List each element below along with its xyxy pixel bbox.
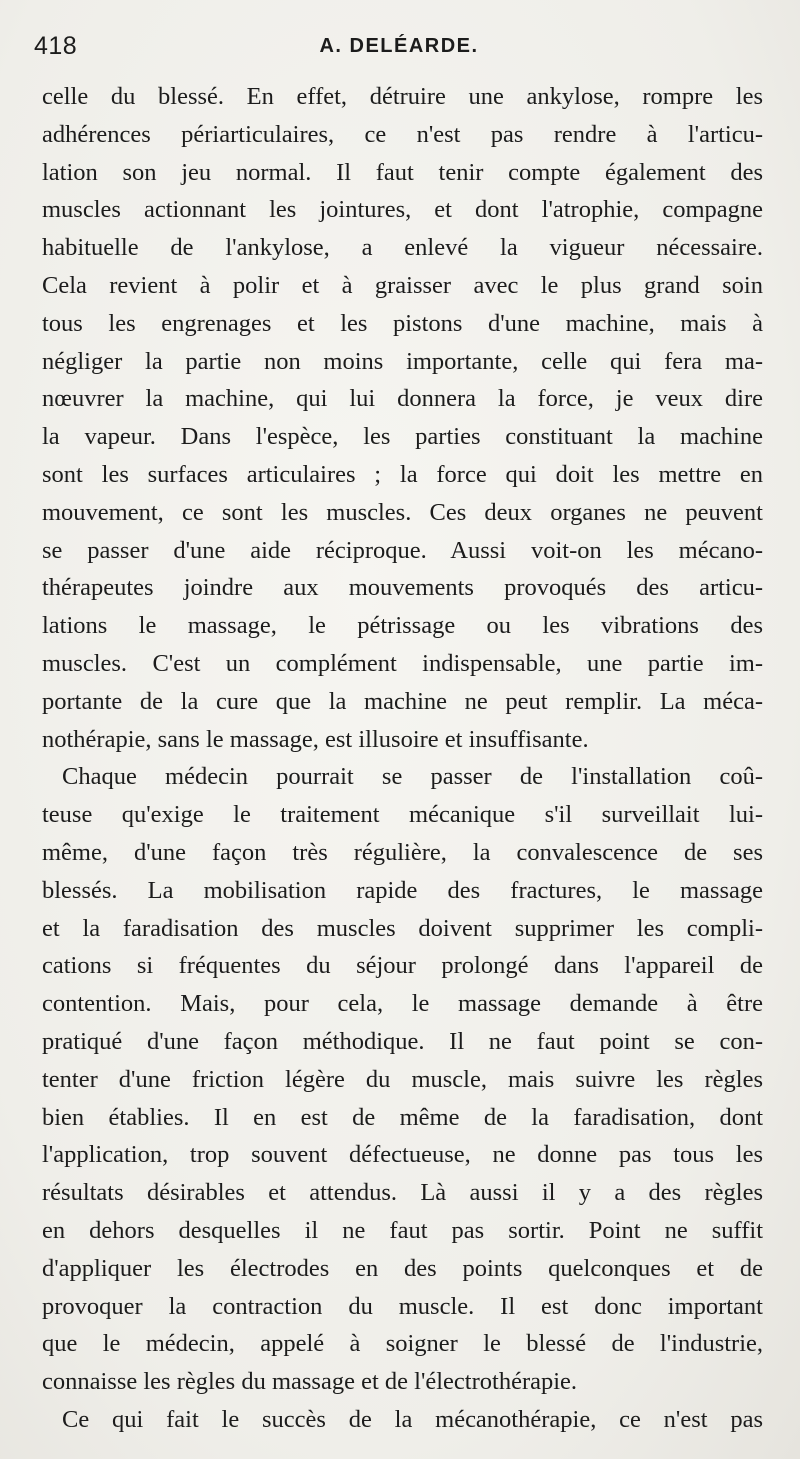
text-line: d'appliquer les électrodes en des points quelconques et de bbox=[42, 1254, 763, 1282]
text-line: lations le massage, le pétrissage ou les vibrations des bbox=[42, 612, 763, 640]
text-line: tenter d'une friction légère du muscle, mais suivre les règles bbox=[42, 1065, 763, 1093]
text-line: blessés. La mobilisation rapide des fractures, le massage bbox=[42, 876, 763, 904]
text-line: même, d'une façon très régulière, la convalescence de ses bbox=[42, 838, 763, 866]
text-line: pratiqué d'une façon méthodique. Il ne faut point se con- bbox=[42, 1027, 763, 1055]
text-line: bien établies. Il en est de même de la faradisation, dont bbox=[42, 1103, 763, 1131]
text-line: celle du blessé. En effet, détruire une ankylose, rompre les bbox=[42, 83, 763, 110]
text-line: et la faradisation des muscles doivent supprimer les compli- bbox=[42, 914, 763, 942]
text-line: connaisse les règles du massage et de l'électrothérapie. bbox=[42, 1368, 578, 1396]
page-number: 418 bbox=[34, 32, 78, 60]
text-line: en dehors desquelles il ne faut pas sortir. Point ne suffit bbox=[42, 1216, 763, 1244]
text-line: sont les surfaces articulaires ; la force qui doit les mettre en bbox=[42, 460, 763, 488]
paragraph-start-line: Ce qui fait le succès de la mécanothérapie, ce n'est pas bbox=[62, 1405, 763, 1433]
text-line: muscles actionnant les jointures, et dont l'atrophie, compagne bbox=[42, 196, 763, 224]
page-header bbox=[34, 32, 764, 68]
text-line: habituelle de l'ankylose, a enlevé la vigueur nécessaire. bbox=[42, 234, 763, 262]
body-text bbox=[42, 78, 763, 1439]
text-line: négliger la partie non moins importante, celle qui fera ma- bbox=[42, 347, 763, 375]
text-line: tous les engrenages et les pistons d'une machine, mais à bbox=[42, 309, 763, 337]
text-line: portante de la cure que la machine ne peut remplir. La méca- bbox=[42, 687, 763, 715]
text-line: nœuvrer la machine, qui lui donnera la force, je veux dire bbox=[42, 385, 763, 413]
text-line: adhérences périarticulaires, ce n'est pas rendre à l'articu- bbox=[42, 120, 763, 148]
text-line: muscles. C'est un complément indispensable, une partie im- bbox=[42, 649, 763, 677]
text-line: résultats désirables et attendus. Là aussi il y a des règles bbox=[42, 1179, 763, 1207]
text-line: contention. Mais, pour cela, le massage demande à être bbox=[42, 990, 763, 1018]
text-line: nothérapie, sans le massage, est illusoire et insuffisante. bbox=[42, 725, 589, 753]
text-line: teuse qu'exige le traitement mécanique s'il surveillait lui- bbox=[42, 801, 763, 829]
text-line: mouvement, ce sont les muscles. Ces deux organes ne peuvent bbox=[42, 498, 763, 526]
text-line: cations si fréquentes du séjour prolongé dans l'appareil de bbox=[42, 952, 763, 980]
running-head: A. DELÉARDE. bbox=[319, 35, 479, 57]
text-line: Cela revient à polir et à graisser avec le plus grand soin bbox=[42, 271, 763, 299]
paragraph-start-line: Chaque médecin pourrait se passer de l'installation coû- bbox=[62, 763, 763, 791]
text-line: l'application, trop souvent défectueuse, ne donne pas tous les bbox=[42, 1141, 763, 1169]
text-line: la vapeur. Dans l'espèce, les parties constituant la machine bbox=[42, 423, 763, 451]
text-line: thérapeutes joindre aux mouvements provoqués des articu- bbox=[42, 574, 763, 602]
text-line: lation son jeu normal. Il faut tenir compte également des bbox=[42, 158, 763, 186]
text-line: se passer d'une aide réciproque. Aussi voit-on les mécano- bbox=[42, 536, 763, 564]
text-line: que le médecin, appelé à soigner le blessé de l'industrie, bbox=[42, 1330, 763, 1358]
text-line: provoquer la contraction du muscle. Il est donc important bbox=[42, 1292, 763, 1320]
